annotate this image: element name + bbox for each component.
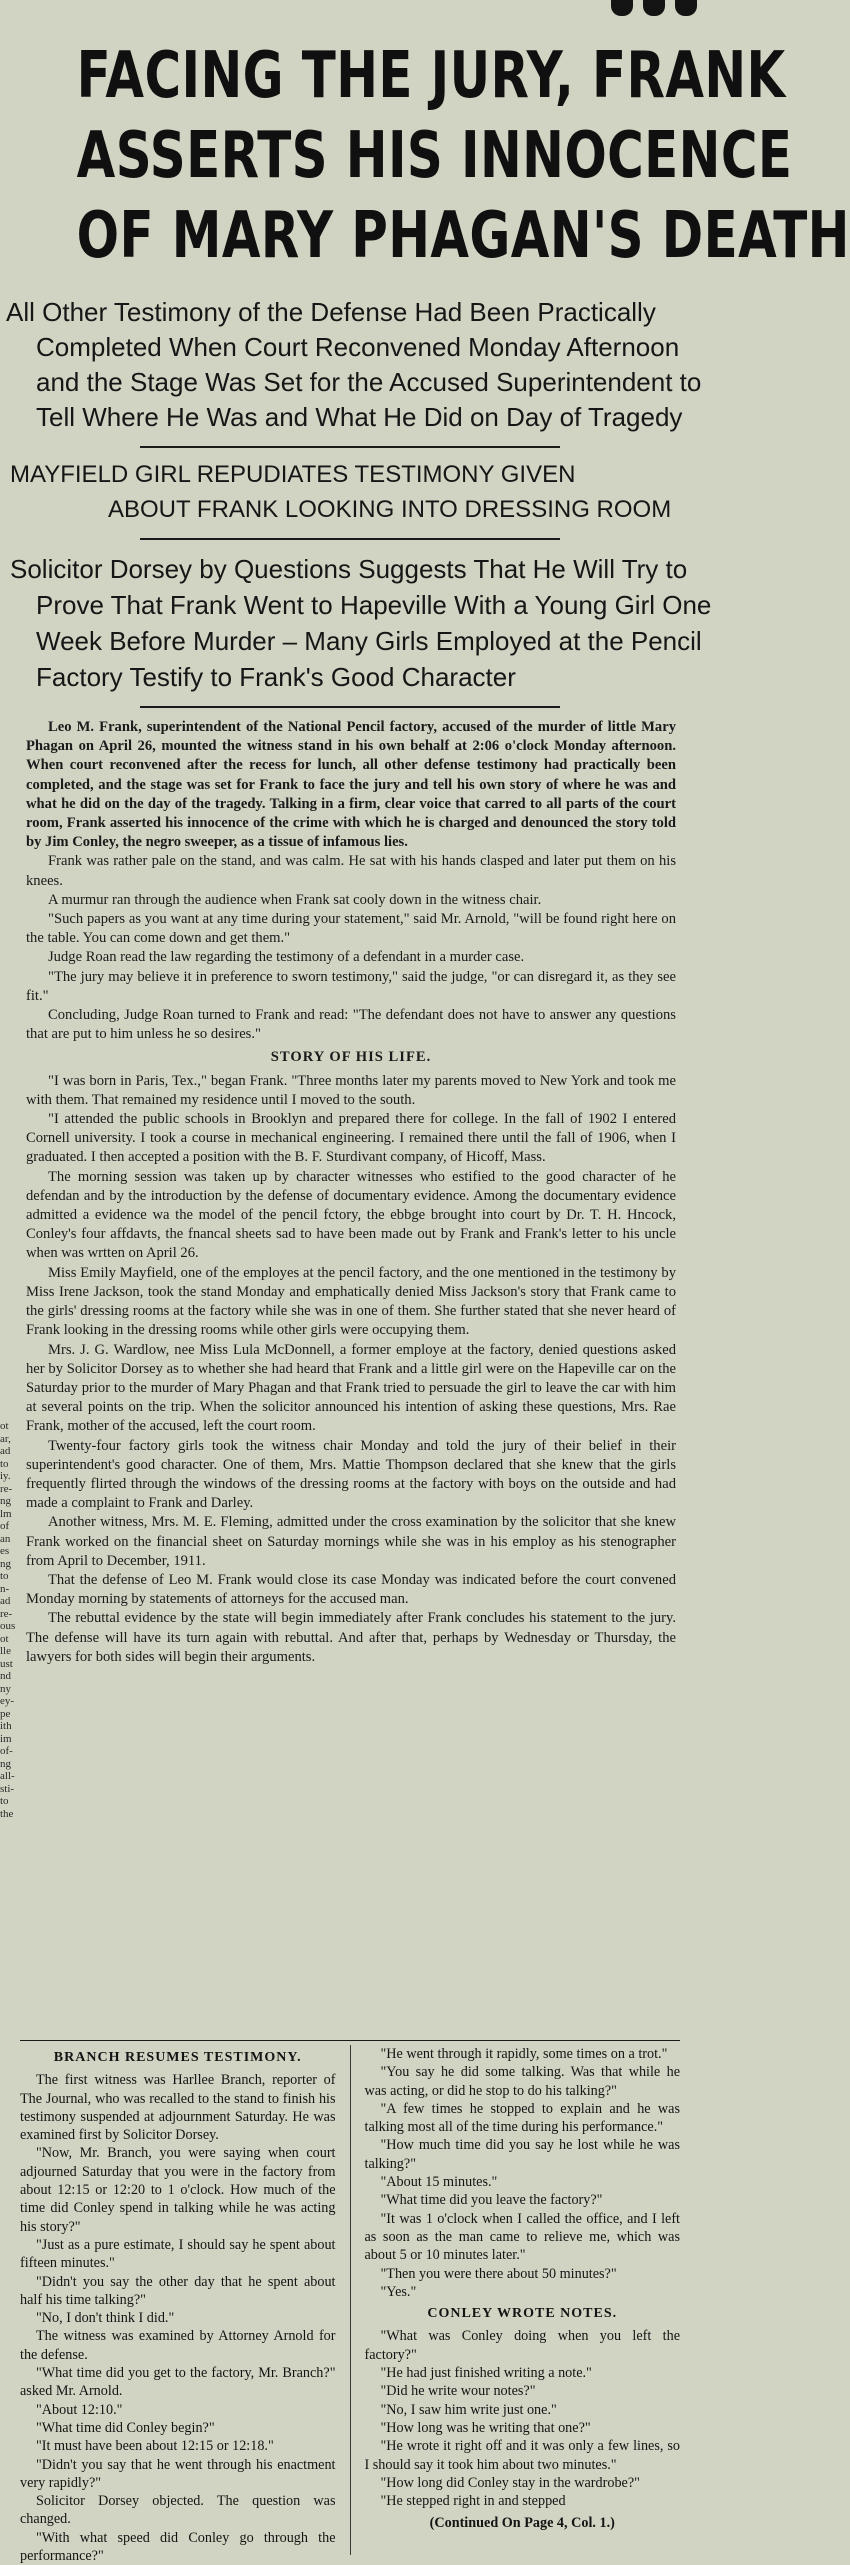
edge-fragment: ng [0,1757,11,1770]
edge-fragment: im [0,1732,12,1745]
edge-fragment: an [0,1532,11,1545]
edge-fragment: pe [0,1707,11,1720]
article-paragraph: The rebuttal evidence by the state will begin immediately after Frank concludes his statement to the jury. The defense will have its turn again with rebuttal. And after that, perhaps by Wednesday or Thursday, the lawyers for both sides will begin their arguments. [26,1610,676,1665]
article-paragraph: Another witness, Mrs. M. E. Fleming, admitted under the cross examination by the solicitor that she knew Frank worked on the financial sheet on Saturday mornings while she was in his employ as his stenographer from April to December, 1911. [26,1514,676,1569]
column-divider [350,2045,351,2555]
edge-fragment: to [0,1457,9,1470]
column-paragraph: "How much time did you say he lost while he was talking?" [364,2137,680,2172]
column-paragraph: "A few times he stopped to explain and he was talking most all of the time during his performance." [364,2100,680,2136]
masthead-letter-fragment [611,0,633,16]
column-paragraph: "No, I don't think I did." [36,2310,175,2327]
column-paragraph: "He stepped right in and stepped [380,2493,566,2510]
edge-fragment: re- [0,1607,13,1620]
edge-fragment: ith [0,1720,12,1732]
subhead-story-of-life: STORY OF HIS LIFE. [270,1049,432,1066]
subhead-conley-wrote-notes: CONLEY WROTE NOTES. [427,2306,618,2322]
article-paragraph: "Such papers as you want at any time during your statement," said Mr. Arnold, "will be found right here on the table. You can come down and get them." [26,911,676,947]
column-paragraph: "Now, Mr. Branch, you were saying when court adjourned Saturday that you were in the factory from about 12:15 or 12:20 to 1 o'clock. How much of the time did Conley spend in talking while he was acting his story?" [20,2145,336,2235]
edge-fragment: ng [0,1557,11,1570]
article-paragraph: The morning session was taken up by character witnesses who estified to the good character of he defendan and by the introduction by the defense of documentary evidence. Among the documentary evidence admitted a evidence wa the model of the pencil fctory, the ebbge brought into court by Dr. T. H. Hncock, Conley's four affdavts, the fnancal sheets sad to have been made out by Frank and Frank's letter to his uncle when was wrtten on April 26. [26,1168,676,1262]
deck3-line-1: Solicitor Dorsey by Questions Suggests That He Will Try to [10,554,688,584]
headline-line-2: ASSERTS HIS INNOCENCE [76,119,793,193]
column-paragraph: "With what speed did Conley go through the performance?" [20,2529,336,2565]
edge-fragment: sti- [0,1782,15,1795]
article-paragraph: "I was born in Paris, Tex.," began Frank. "Three months later my parents moved to New York and took me with them. That remained my residence until I moved to the south. [26,1072,676,1108]
column-paragraph: "Did he write wour notes?" [380,2383,536,2400]
column-paragraph: "How long was he writing that one?" [380,2419,591,2436]
column-paragraph: "Just as a pure estimate, I should say he spent about fifteen minutes." [20,2236,336,2272]
column-paragraph: "No, I saw him write just one." [380,2401,557,2418]
edge-fragment: all- [0,1770,15,1782]
edge-fragment: to [0,1570,9,1582]
column-paragraph: "It was 1 o'clock when I called the office, and I left as soon as the man came to relieve me, which was about 5 or 10 minutes later." [364,2210,680,2264]
column-paragraph: "Then you were there about 50 minutes?" [380,2265,617,2282]
right-column [365,2045,681,2555]
column-paragraph: "Didn't you say the other day that he spent about half his time talking?" [20,2273,336,2308]
left-column [20,2045,336,2565]
column-paragraph: "He went through it rapidly, some times on a trot." [380,2046,668,2062]
column-paragraph: "He wrote it right off and it was only a few lines, so I should say it took him about two minutes." [364,2438,680,2473]
edge-fragment: ust [0,1657,13,1670]
edge-fragment: to [0,1795,9,1807]
column-paragraph: Solicitor Dorsey objected. The question was changed. [20,2493,336,2528]
column-paragraph: "What time did Conley begin?" [36,2419,215,2436]
deck3-line-3: Week Before Murder – Many Girls Employed at the Pencil [36,626,702,656]
column-paragraph: "He had just finished writing a note." [380,2365,592,2382]
section-rule [140,446,560,448]
column-paragraph: "It must have been about 12:15 or 12:18." [36,2438,274,2455]
edge-fragment: ot [0,1420,9,1432]
edge-fragment: ey- [0,1695,15,1707]
edge-fragment: ar, [0,1432,11,1445]
article-paragraph: Miss Emily Mayfield, one of the employes at the pencil factory, and the one mentioned in the testimony by Miss Irene Jackson, took the stand Monday and emphatically denied Miss Jackson's story that Frank came to the girls' dressing rooms at the factory while she was in one of them. She further stated that she never heard of Frank looking in the dressing rooms while other girls were occupying them. [26,1264,676,1339]
two-column-section [20,2045,680,2565]
edge-fragment: lm [0,1507,12,1520]
column-paragraph: "Didn't you say that he went through his enactment very rapidly?" [20,2456,336,2491]
deck3-line-4: Factory Testify to Frank's Good Character [36,662,516,692]
edge-fragment: ny [0,1682,11,1695]
masthead-letter-fragment [643,0,665,16]
column-paragraph: "About 12:10." [36,2401,123,2418]
clipped-masthead-fragment [370,0,697,14]
deck1-line-1: All Other Testimony of the Defense Had Been Practically [6,297,656,327]
article-paragraph: "I attended the public schools in Brooklyn and prepared there for college. In the fall of 1902 I entered Cornell university. I took a course in mechanical engineering. I remained there until the fall of 1906, when I graduated. I then accepted a position with the B. F. Sturdivant company, of Hicoff, Mass. [26,1111,676,1166]
column-paragraph: "You say he did some talking. Was that while he was acting, or did he stop to do his talking?" [364,2064,680,2099]
deck1-line-2: Completed When Court Reconvened Monday Afternoon [36,332,680,362]
article-paragraph: Mrs. J. G. Wardlow, nee Miss Lula McDonnell, a former employe at the factory, denied questions asked her by Solicitor Dorsey as to whether she had heard that Frank and a little girl were on the Hapeville car on the Saturday prior to the murder of Mary Phagan and that Frank tried to persuade the girl to leave the car with him at several points on the trip. When the solicitor announced his intention of asking these questions, Mrs. Rae Frank, mother of the accused, left the court room. [26,1341,676,1435]
masthead-letter-fragment [675,0,697,16]
edge-fragment: ot [0,1632,9,1645]
edge-fragment: the [0,1807,14,1820]
subhead-branch-resumes: BRANCH RESUMES TESTIMONY. [53,2050,302,2065]
column-paragraph: "About 15 minutes." [380,2174,498,2191]
deck2-line-2: ABOUT FRANK LOOKING INTO DRESSING ROOM [108,496,672,523]
deck1-line-4: Tell Where He Was and What He Did on Day of Tragedy [36,402,683,432]
article-paragraph: "The jury may believe it in preference to sworn testimony," said the judge, "or can disregard it, as they see fit." [26,968,676,1004]
column-paragraph: "What time did you leave the factory?" [380,2192,603,2209]
headline-line-1: FACING THE JURY, FRANK [76,39,786,113]
edge-fragment: ous [0,1620,16,1632]
column-paragraph: "What time did you get to the factory, Mr. Branch?" asked Mr. Arnold. [20,2365,336,2400]
edge-fragment: ng [0,1495,11,1507]
edge-fragment: es [0,1545,10,1557]
column-paragraph: "How long did Conley stay in the wardrobe?" [380,2474,640,2491]
headline-line-3: OF MARY PHAGAN'S DEATH [76,199,850,273]
article-paragraph: That the defense of Leo M. Frank would close its case Monday was indicated before the court convened Monday morning by statements of attorneys for the accused man. [26,1571,676,1608]
article-paragraph: Twenty-four factory girls took the witness chair Monday and told the jury of their belief in their superintendent's good character. One of them, Mrs. Mattie Thompson declared that she knew that the girls frequently flirted through the windows of the dressing rooms at the factory with boys on the outside and had made a complaint to Frank and Darley. [26,1437,676,1512]
edge-fragment: ad [0,1595,11,1607]
article-paragraph: A murmur ran through the audience when Frank sat cooly down in the witness chair. [48,891,542,908]
clipped-adjacent-column [0,1420,14,2560]
section-rule [140,706,560,708]
column-top-rule [20,2040,680,2041]
edge-fragment: iy. [0,1470,11,1482]
article-lead: Leo M. Frank, superintendent of the National Pencil factory, accused of the murder of little Mary Phagan on April 26, mounted the witness stand in his own behalf at 2:06 o'clock Monday afternoon. When court reconvened after the recess for lunch, all other defense testimony had practically been completed, and the stage was set for Frank to face the jury and tell his own story of where he was and what he did on the day of the tragedy. Talking in a firm, clear voice that carred to all parts of the court room, Frank asserted his innocence of the crime with which he is charged and denounced the story told by Jim Conley, the negro sweeper, as a tissue of infamous lies. [26,719,676,851]
edge-fragment: of- [0,1745,13,1757]
column-paragraph: The witness was examined by Attorney Arnold for the defense. [20,2328,336,2363]
edge-fragment: nd [0,1670,11,1682]
edge-fragment: n- [0,1582,10,1595]
article-paragraph: Frank was rather pale on the stand, and was calm. He sat with his hands clasped and later put them on his knees. [26,853,676,889]
continued-notice: (Continued On Page 4, Col. 1.) [429,2515,615,2532]
section-rule [140,538,560,540]
edge-fragment: ad [0,1445,11,1457]
article-body [26,718,676,2043]
column-paragraph: "What was Conley doing when you left the factory?" [364,2328,680,2363]
deck1-line-3: and the Stage Was Set for the Accused Superintendent to [36,367,702,397]
article-paragraph: Judge Roan read the law regarding the testimony of a defendant in a murder case. [48,949,525,966]
edge-fragment: lle [0,1645,11,1657]
deck2-line-1: MAYFIELD GIRL REPUDIATES TESTIMONY GIVEN [10,461,576,488]
edge-fragment: of [0,1520,10,1532]
column-paragraph: "Yes." [380,2283,417,2300]
article-paragraph: Concluding, Judge Roan turned to Frank and read: "The defendant does not have to answer any questions that are put to him unless he so desires." [26,1007,676,1043]
edge-fragment: re- [0,1482,13,1495]
deck3-line-2: Prove That Frank Went to Hapeville With a Young Girl One [36,590,712,620]
column-paragraph: The first witness was Harllee Branch, reporter of The Journal, who was recalled to the stand to finish his testimony suspended at adjournment Saturday. He was examined first by Solicitor Dorsey. [20,2072,336,2144]
